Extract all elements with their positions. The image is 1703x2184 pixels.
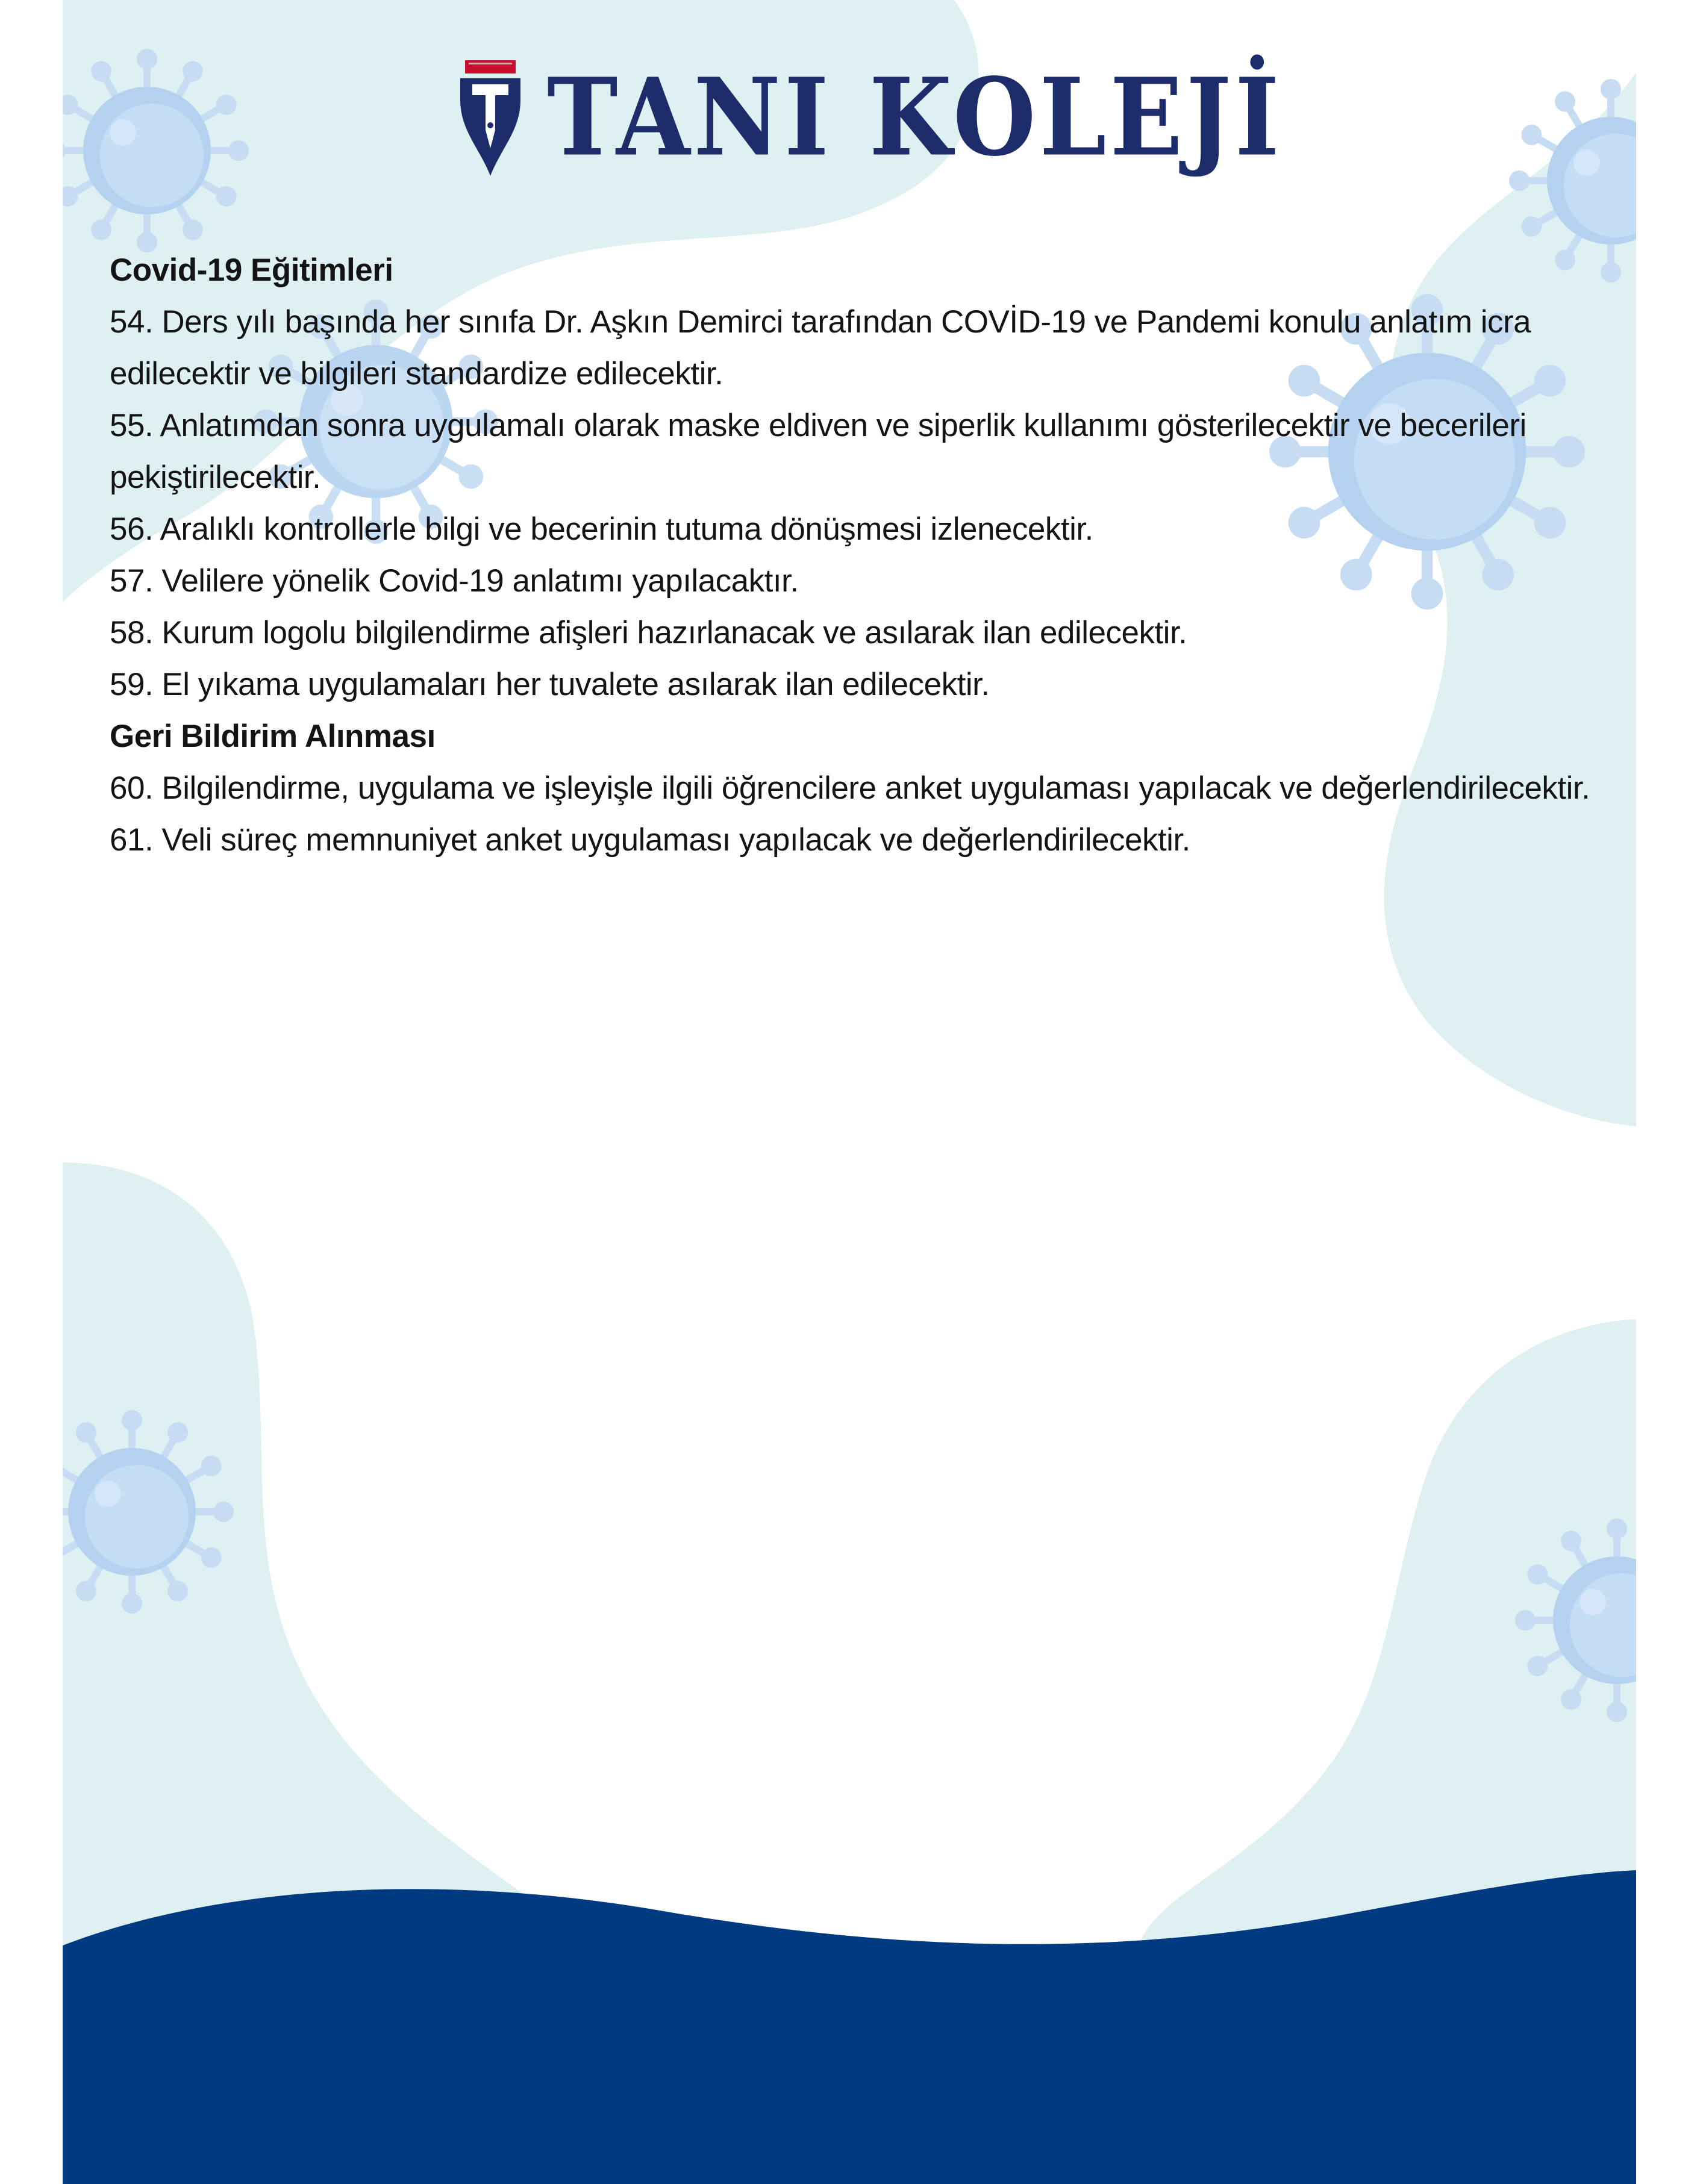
text-line: 55. Anlatımdan sonra uygulamalı olarak maske eldiven ve siperlik kullanımı gösterilecektir ve becerileri (110, 408, 1526, 443)
text-line: 57. Velilere yönelik Covid-19 anlatımı yapılacaktır. (110, 563, 799, 599)
school-name: TANI KOLEJİ (547, 55, 1283, 181)
section-heading: Covid-19 Eğitimleri (110, 252, 393, 288)
text-line: 59. El yıkama uygulamaları her tuvalete asılarak ilan edilecektir. (110, 667, 990, 702)
text-line: 60. Bilgilendirme, uygulama ve işleyişle ilgili öğrencilere anket uygulaması yapılacak ve değerlendirilecektir. (110, 770, 1590, 806)
document-body (110, 245, 1628, 866)
document-page (63, 0, 1636, 2184)
section-heading: Geri Bildirim Alınması (110, 719, 436, 754)
fountain-pen-nib-icon (454, 58, 527, 178)
text-line: 54. Ders yılı başında her sınıfa Dr. Aşkın Demirci tarafından COVİD-19 ve Pandemi konulu anlatım icra (110, 304, 1531, 340)
text-line: pekiştirilecektir. (110, 460, 321, 495)
text-line: 56. Aralıklı kontrollerle bilgi ve becerinin tutuma dönüşmesi izlenecektir. (110, 511, 1093, 547)
section-covid-training (110, 245, 1628, 711)
text-line: 58. Kurum logolu bilgilendirme afişleri hazırlanacak ve asılarak ilan edilecektir. (110, 615, 1187, 651)
text-line: 61. Veli süreç memnuniyet anket uygulaması yapılacak ve değerlendirilecektir. (110, 822, 1190, 858)
section-feedback (110, 711, 1628, 866)
school-logo (454, 55, 1283, 181)
text-line: edilecektir ve bilgileri standardize edilecektir. (110, 356, 723, 392)
